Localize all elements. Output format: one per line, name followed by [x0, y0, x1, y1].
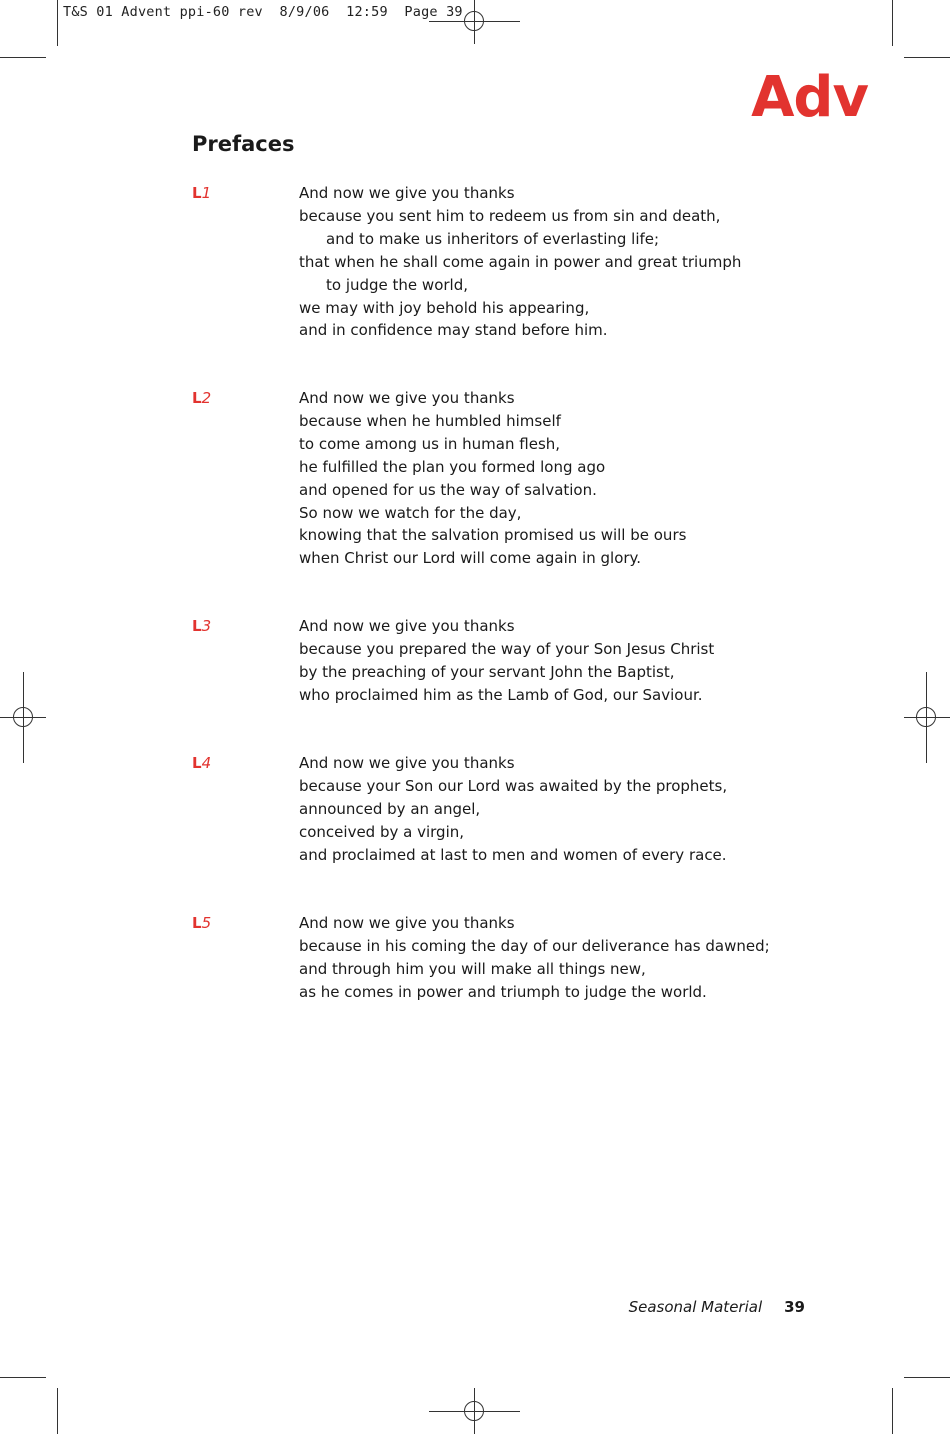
page-number: 39: [784, 1298, 805, 1316]
crop-mark: [57, 1388, 58, 1434]
crop-mark: [0, 1377, 46, 1378]
crop-mark: [0, 57, 46, 58]
preface-line: that when he shall come again in power and great triumph: [299, 252, 742, 271]
page-title: Prefaces: [192, 132, 295, 156]
preface-line: and proclaimed at last to men and women of every race.: [299, 845, 727, 864]
preface-line: by the preaching of your servant John the Baptist,: [299, 662, 675, 681]
preface-line: announced by an angel,: [299, 799, 481, 818]
preface-line: he fulfilled the plan you formed long ago: [299, 457, 606, 476]
preface-label: [192, 912, 211, 935]
preface-line: we may with joy behold his appearing,: [299, 298, 590, 317]
printer-slug: T&S 01 Advent ppi-60 rev 8/9/06 12:59 Page 39: [63, 4, 463, 20]
preface-line: So now we watch for the day,: [299, 503, 522, 522]
preface-line: And now we give you thanks: [299, 184, 515, 202]
registration-mark-icon: [464, 1401, 484, 1421]
preface-label-number: 5: [201, 914, 212, 932]
footer-section-name: Seasonal Material: [628, 1298, 763, 1316]
preface-label-number: 3: [201, 617, 212, 635]
preface-line: And now we give you thanks: [299, 914, 515, 932]
preface-line: conceived by a virgin,: [299, 822, 465, 841]
preface-line: because your Son our Lord was awaited by the prophets,: [299, 776, 728, 795]
registration-mark-icon: [13, 707, 33, 727]
preface-text: [299, 182, 779, 342]
crop-mark: [892, 0, 893, 46]
preface-line: and to make us inheritors of everlasting life;: [326, 229, 660, 248]
preface-line: to judge the world,: [326, 275, 468, 294]
crop-mark: [892, 1388, 893, 1434]
preface-label: [192, 387, 211, 410]
preface-line: because you prepared the way of your Son Jesus Christ: [299, 639, 715, 658]
preface-line: because you sent him to redeem us from sin and death,: [299, 206, 721, 225]
preface-line: as he comes in power and triumph to judge the world.: [299, 982, 707, 1001]
preface-line: And now we give you thanks: [299, 389, 515, 407]
preface-text: [299, 615, 779, 707]
preface-label-letter: L: [192, 389, 202, 407]
preface-label-letter: L: [192, 914, 202, 932]
preface-line: and in confidence may stand before him.: [299, 321, 608, 340]
preface-line: because in his coming the day of our deliverance has dawned;: [299, 936, 770, 955]
registration-mark-icon: [916, 707, 936, 727]
preface-text: [299, 387, 779, 570]
preface-text: [299, 752, 779, 867]
preface-label-letter: L: [192, 617, 202, 635]
preface-label: [192, 752, 211, 775]
preface-label-number: 2: [201, 389, 212, 407]
crop-mark: [57, 0, 58, 46]
preface-line: knowing that the salvation promised us will be ours: [299, 526, 687, 545]
preface-label-number: 1: [201, 184, 212, 202]
preface-text: [299, 912, 779, 1004]
preface-label: [192, 182, 211, 205]
preface-line: And now we give you thanks: [299, 617, 515, 635]
preface-label: [192, 615, 211, 638]
preface-line: because when he humbled himself: [299, 411, 561, 430]
preface-label-letter: L: [192, 754, 202, 772]
page-footer: [629, 1298, 805, 1316]
preface-line: And now we give you thanks: [299, 754, 515, 772]
preface-label-number: 4: [201, 754, 212, 772]
preface-line: to come among us in human flesh,: [299, 434, 561, 453]
preface-line: who proclaimed him as the Lamb of God, our Saviour.: [299, 685, 703, 704]
crop-mark: [904, 57, 950, 58]
crop-mark: [904, 1377, 950, 1378]
preface-label-letter: L: [192, 184, 202, 202]
section-tab: Adv: [751, 65, 868, 130]
preface-line: and through him you will make all things new,: [299, 959, 646, 978]
registration-mark-icon: [464, 11, 484, 31]
preface-line: when Christ our Lord will come again in glory.: [299, 549, 642, 568]
preface-line: and opened for us the way of salvation.: [299, 480, 597, 499]
